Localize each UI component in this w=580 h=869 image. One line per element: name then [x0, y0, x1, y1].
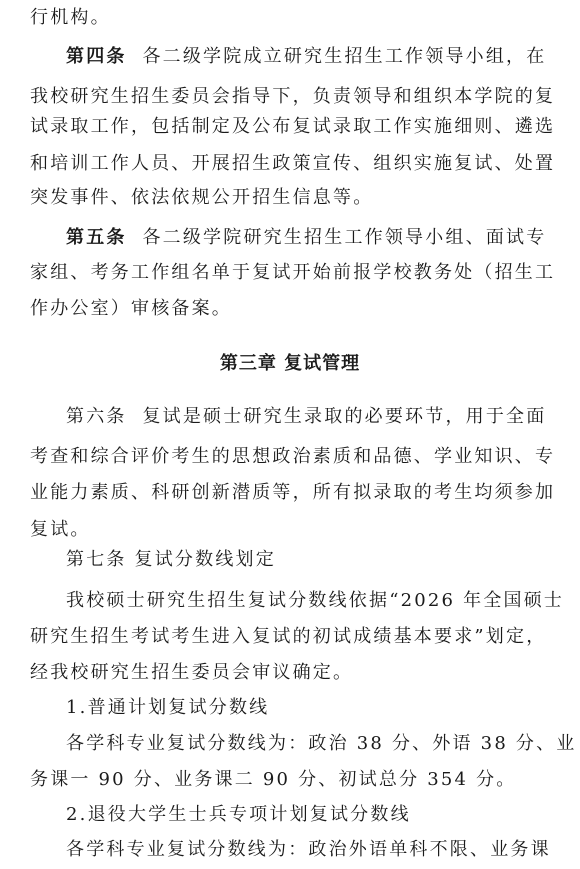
subsection-title: 2.退役大学生士兵专项计划复试分数线 [66, 804, 411, 825]
article-6-label: 第六条 [66, 406, 127, 427]
text-line: 家组、考务工作组名单于复试开始前报学校教务处（招生工 [30, 262, 556, 283]
text-line: 和培训工作人员、开展招生政策宣传、组织实施复试、处置 [30, 153, 556, 174]
text-line: 我校硕士研究生招生复试分数线依据“2026 年全国硕士 [66, 590, 565, 611]
text-line: 试录取工作，包括制定及公布复试录取工作实施细则、遴选 [30, 116, 556, 137]
article-7-title: 第七条 复试分数线划定 [66, 549, 276, 570]
article-4-paragraph [66, 46, 546, 68]
text-line: 业能力素质、科研创新潜质等，所有拟录取的考生均须参加 [30, 482, 556, 503]
text-line: 突发事件、依法依规公开招生信息等。 [30, 187, 374, 208]
article-5-label: 第五条 [66, 227, 127, 248]
text-line [127, 46, 143, 67]
text-line [127, 406, 143, 427]
text-line: 各二级学院成立研究生招生工作领导小组，在 [142, 46, 547, 67]
text-line: 务课一 90 分、业务课二 90 分、初试总分 354 分。 [30, 769, 517, 790]
article-6-paragraph [66, 406, 546, 428]
text-line: 复试是硕士研究生录取的必要环节，用于全面 [142, 406, 547, 427]
text-line [127, 227, 143, 248]
text-line: 各二级学院研究生招生工作领导小组、面试专 [142, 227, 547, 248]
text-line: 考查和综合评价考生的思想政治素质和品德、学业知识、专 [30, 446, 556, 467]
article-4-label: 第四条 [66, 46, 127, 67]
text-line: 各学科专业复试分数线为：政治外语单科不限、业务课 [66, 839, 551, 860]
text-line: 作办公室）审核备案。 [30, 298, 232, 319]
text-line: 我校研究生招生委员会指导下，负责领导和组织本学院的复 [30, 86, 556, 107]
article-5-paragraph [66, 227, 546, 249]
text-line: 复试。 [30, 519, 91, 540]
subsection-title: 1.普通计划复试分数线 [66, 697, 270, 718]
text-line: 经我校研究生招生委员会审议确定。 [30, 662, 354, 683]
text-line: 研究生招生考试考生进入复试的初试成绩基本要求”划定， [30, 626, 547, 647]
text-line: 行机构。 [30, 7, 111, 28]
text-line: 各学科专业复试分数线为：政治 38 分、外语 38 分、业 [66, 733, 577, 754]
chapter-heading: 第三章 复试管理 [219, 353, 361, 374]
